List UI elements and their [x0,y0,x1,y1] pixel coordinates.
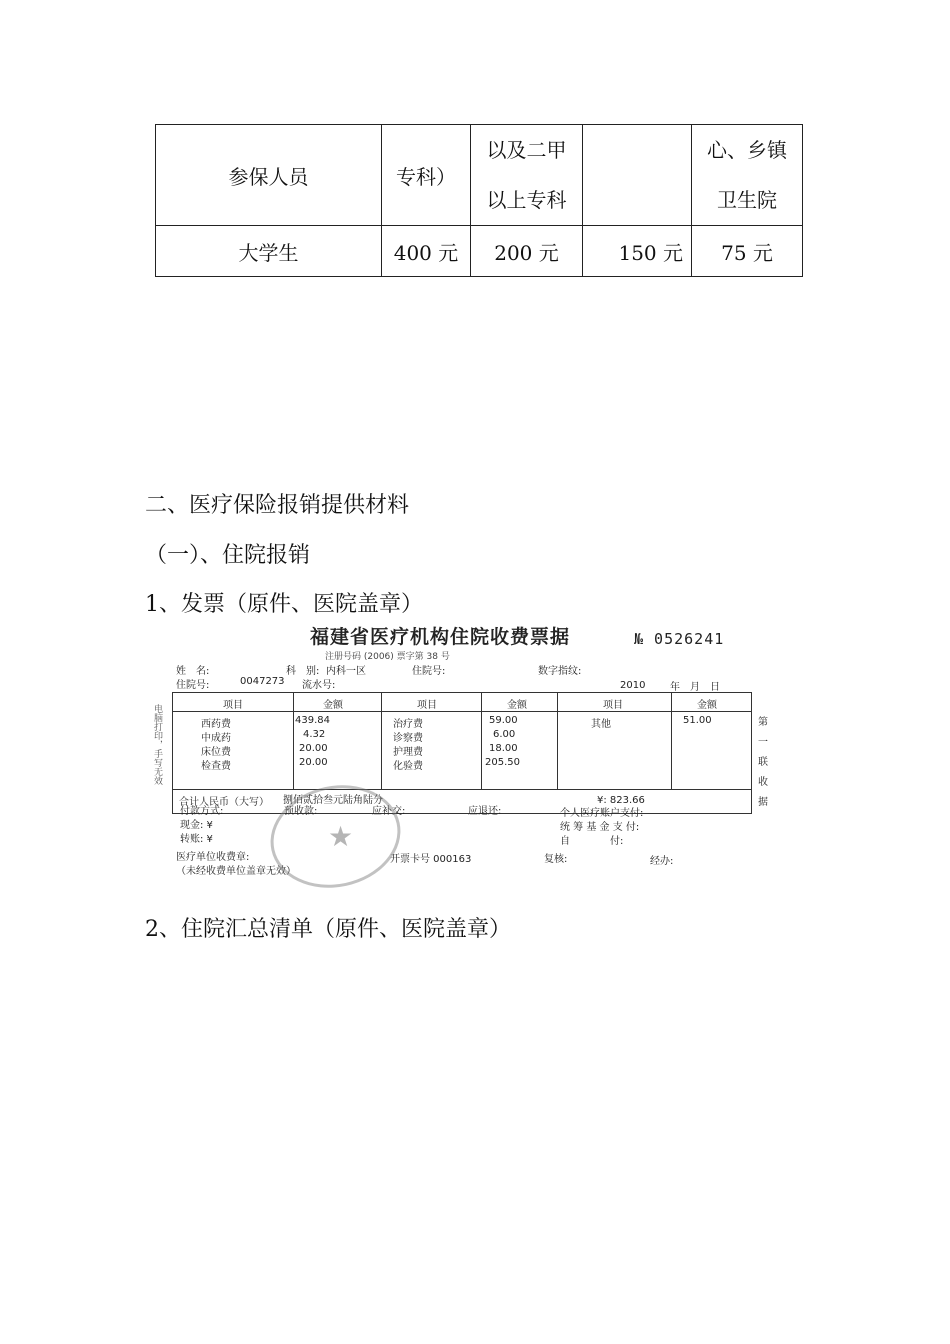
table-cell: 专科） [382,125,471,226]
total-in-words: 捌佰贰拾叁元陆角陆分 [283,795,383,806]
section-heading: 二、医疗保险报销提供材料 [145,493,410,518]
unit-seal-label: 医疗单位收费章: [176,852,250,863]
seal-star-icon: ★ [328,820,354,853]
dept-label: 科 别: [286,666,320,677]
receipt-number: № 0526241 [634,630,725,648]
col-amount-header: 金额 [697,700,717,711]
col-item-header: 项目 [223,700,243,711]
refund: 应退还: [468,806,502,817]
item-name: 西药费 [201,719,231,730]
item-name: 诊察费 [393,733,423,744]
col-item-header: 项目 [417,700,437,711]
total-value: ¥: 823.66 [597,795,645,806]
item-amount: 4.32 [303,729,326,740]
handler-label: 经办: [650,856,674,867]
review-label: 复核: [544,854,568,865]
item-amount: 439.84 [295,715,330,726]
item-name: 护理费 [393,747,423,758]
col-amount-header: 金额 [323,700,343,711]
item-amount: 18.00 [489,743,518,754]
item-amount: 205.50 [485,757,520,768]
col-item-header: 项目 [603,700,623,711]
side-note: 电脑打印，手写无效 [152,704,162,785]
table-cell: 200 元 [471,226,583,277]
ticket-number: 开票卡号 000163 [390,854,472,865]
receipt-registration: 注册号码 (2006) 票字第 38 号 [325,652,450,662]
table-cell [583,125,692,226]
pool-fund: 统 筹 基 金 支 付: [560,822,640,833]
item-name: 化验费 [393,761,423,772]
serial-label: 流水号: [302,680,336,691]
receipt-grid [172,692,752,814]
cash: 现金: ¥ [180,820,213,831]
item-amount: 20.00 [299,757,328,768]
transfer: 转账: ¥ [180,834,213,845]
item-name: 治疗费 [393,719,423,730]
name-label: 姓 名: [176,666,210,677]
subsection-heading: （一）、住院报销 [145,543,311,568]
unit-seal-note: （未经收费单位盖章无效） [176,866,296,877]
item-name: 检查费 [201,761,231,772]
table-cell [692,125,803,226]
self-pay: 自 付: [560,836,624,847]
item-name: 中成药 [201,733,231,744]
total-label: 合计人民币（大写） [179,797,269,808]
cell-line: 卫生院 [717,188,777,212]
receipt-title: 福建省医疗机构住院收费票据 [310,626,571,648]
hospital-number-value: 0047273 [240,676,285,687]
item-amount: 20.00 [299,743,328,754]
personal-account: 个人医疗账户支付: [560,808,644,819]
cell-line: 以及二甲 [486,138,567,162]
table-row [156,226,803,277]
table-cell: 大学生 [156,226,382,277]
table-row [156,125,803,226]
table-cell: 参保人员 [156,125,382,226]
item-amount: 51.00 [683,715,712,726]
copy-note: 第一联收据 [758,717,768,808]
month-day: 年 月 日 [670,682,720,693]
dept-value: 内科一区 [326,666,366,677]
inpatient-label: 住院号: [412,666,446,677]
table-cell: 75 元 [692,226,803,277]
supplement: 应补交: [372,806,406,817]
payment-method: 付款方式: [180,806,224,817]
year: 2010 [620,680,646,691]
item-amount: 6.00 [493,729,516,740]
item-amount: 59.00 [489,715,518,726]
digit-fingerprint-label: 数字指纹: [538,666,582,677]
reimbursement-table [155,124,803,277]
table-cell: 150 元 [583,226,692,277]
item-heading: 1、发票（原件、医院盖章） [145,592,423,617]
cell-line: 以上专科 [486,188,567,212]
table-cell: 400 元 [382,226,471,277]
item-name: 其他 [591,719,611,730]
cell-line: 心、乡镇 [707,138,787,162]
col-amount-header: 金额 [507,700,527,711]
invoice-receipt-image [150,618,780,880]
table-cell [471,125,583,226]
item-name: 床位费 [201,747,231,758]
item-heading: 2、住院汇总清单（原件、医院盖章） [145,917,511,942]
prepay: 预收款: [284,806,318,817]
hospital-number-label: 住院号: [176,680,210,691]
